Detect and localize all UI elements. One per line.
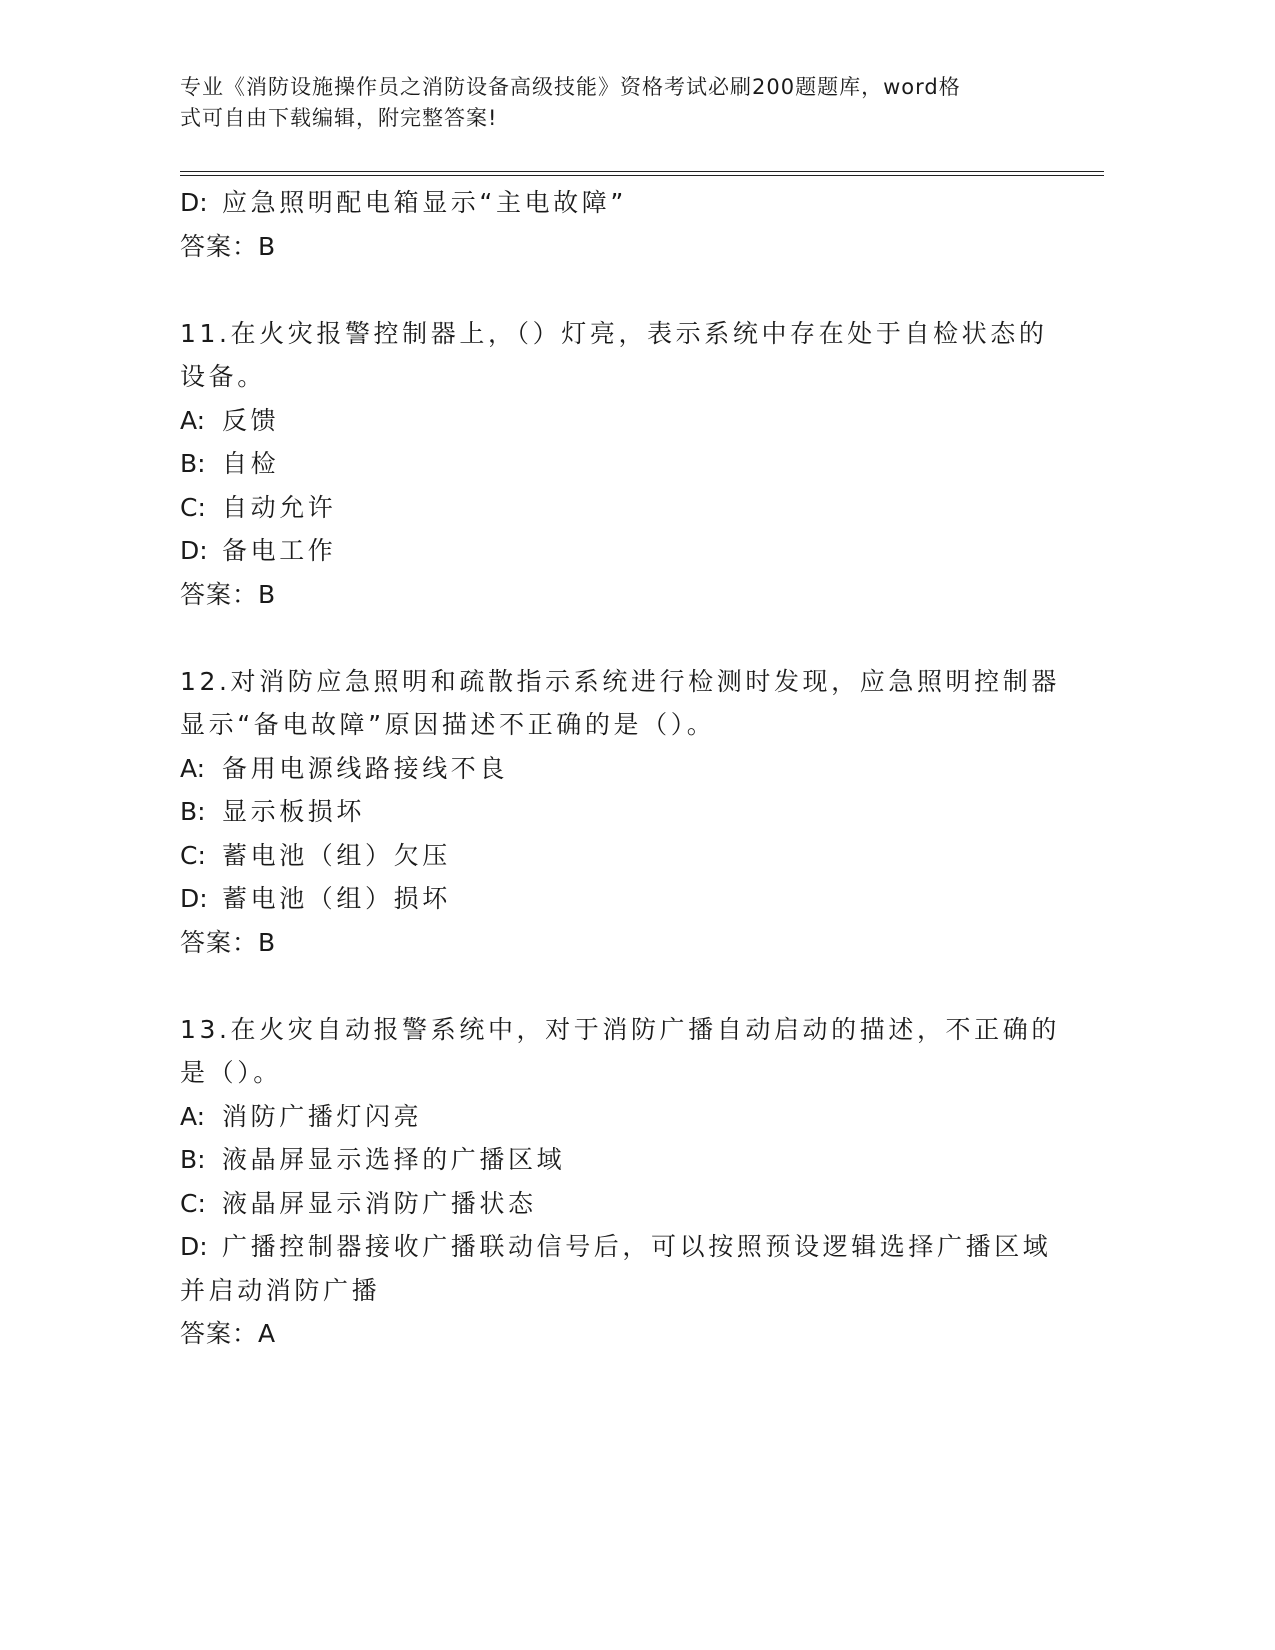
option-text: 液晶屏显示选择的广播区域 [222,1145,566,1174]
option-a [180,747,1040,791]
option-text: 消防广播灯闪亮 [222,1101,423,1131]
option-letter: D: [180,536,208,565]
spacer [180,268,1040,312]
option-letter: A: [180,405,206,435]
option-letter: B: [180,449,206,478]
question-12 [180,660,1060,965]
answer: 答案：A [180,1319,277,1348]
option-d-cont: 并启动消防广播 [180,1275,381,1305]
option-letter: D: [180,188,208,217]
option-text: 蓄电池（组）损坏 [222,884,451,913]
question-stem-cont: 是（）。 [180,1058,282,1087]
header-rule-bottom [180,175,1104,176]
option-letter: B: [180,797,206,826]
question-stem: 12.对消防应急照明和疏散指示系统进行检测时发现，应急照明控制器 [180,666,1060,696]
option-letter: D: [180,1232,208,1261]
option-d [180,877,1040,921]
header-line-1: 专业《消防设施操作员之消防设备高级技能》资格考试必刷200题题库，word格 [180,75,961,99]
option-d [180,1225,1052,1269]
header-line-2: 式可自由下载编辑，附完整答案! [180,106,498,130]
question-stem-cont: 显示“备电故障”原因描述不正确的是（）。 [180,710,716,739]
option-b [180,1138,1040,1182]
option-b [180,442,1040,486]
option-text: 自检 [222,449,280,478]
question-stem: 11.在火灾报警控制器上，（）灯亮，表示系统中存在处于自检状态的 [180,318,1048,348]
option-letter: A: [180,1101,206,1131]
option-text: 应急照明配电箱显示“主电故障” [222,188,627,217]
prev-answer: 答案：B [180,231,277,261]
option-text: 广播控制器接收广播联动信号后，可以按照预设逻辑选择广播区域 [222,1232,1052,1261]
option-letter: C: [180,1188,206,1218]
question-stem-cont: 设备。 [180,362,266,391]
option-letter: C: [180,840,206,870]
question-stem: 13.在火灾自动报警系统中，对于消防广播自动启动的描述，不正确的 [180,1014,1060,1044]
option-a [180,1095,1040,1139]
option-text: 液晶屏显示消防广播状态 [222,1188,537,1218]
option-text: 蓄电池（组）欠压 [222,840,451,870]
option-letter: D: [180,884,208,913]
option-text: 显示板损坏 [222,797,366,826]
document-body [180,181,1060,1356]
prev-option-d [180,181,1040,225]
option-text: 自动允许 [222,492,337,522]
option-letter: A: [180,753,206,783]
answer: 答案：B [180,927,277,957]
question-13 [180,1008,1060,1356]
option-c [180,1182,1040,1226]
option-text: 反馈 [222,405,280,435]
spacer [180,616,1040,660]
question-11 [180,312,1048,617]
option-c [180,486,1040,530]
option-text: 备用电源线路接线不良 [222,753,509,783]
option-letter: B: [180,1145,206,1174]
option-b [180,790,1040,834]
option-c [180,834,1040,878]
spacer [180,964,1040,1008]
option-text: 备电工作 [222,536,337,565]
option-d [180,529,1040,573]
answer: 答案：B [180,579,277,609]
header-rule-top [180,171,1104,172]
option-letter: C: [180,492,206,522]
option-a [180,399,1040,443]
document-header [180,72,1040,134]
